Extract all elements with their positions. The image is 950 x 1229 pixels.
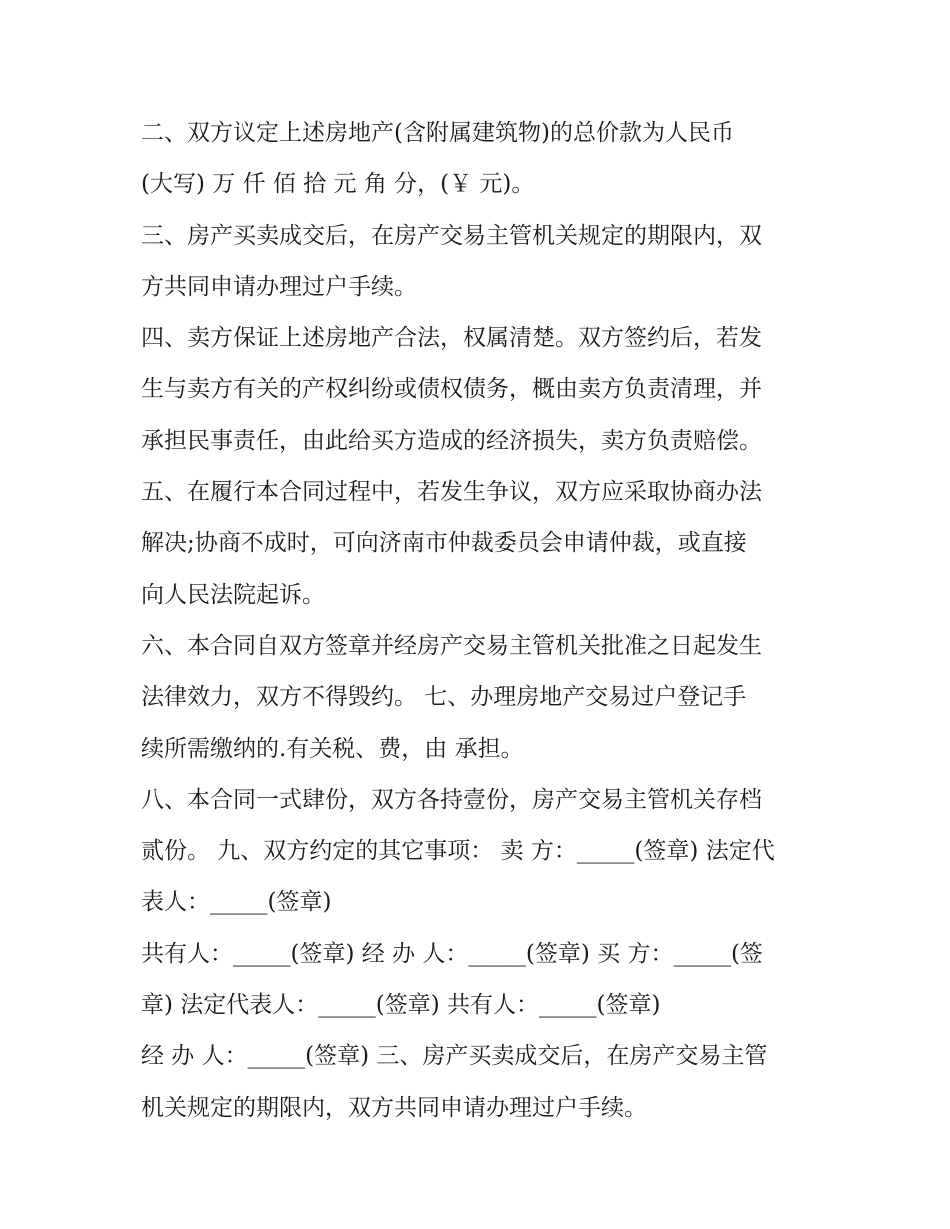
text-line: 章) 法定代表人：_____(签章) 共有人：_____(签章) [141, 992, 661, 1019]
text-line: 四、卖方保证上述房地产合法，权属清楚。双方签约后，若发 [141, 325, 762, 352]
text-line: 八、本合同一式肆份，双方各持壹份，房产交易主管机关存档 [141, 786, 762, 813]
text-line: 三、房产买卖成交后，在房产交易主管机关规定的期限内，双 [141, 222, 762, 249]
text-line: 贰份。 九、双方约定的其它事项： 卖 方：_____(签章) 法定代 [141, 838, 775, 865]
text-line: 续所需缴纳的.有关税、费，由 承担。 [141, 735, 524, 762]
text-line: 法律效力，双方不得毁约。 七、办理房地产交易过户登记手 [141, 684, 747, 711]
text-line: 经 办 人：_____(签章) 三、房产买卖成交后，在房产交易主管 [141, 1043, 768, 1070]
text-line: 承担民事责任，由此给买方造成的经济损失，卖方负责赔偿。 [141, 427, 762, 454]
text-line: 五、在履行本合同过程中，若发生争议，双方应采取协商办法 [141, 479, 762, 506]
text-line: 机关规定的期限内，双方共同申请办理过户手续。 [141, 1094, 647, 1121]
text-line: 表人：_____(签章) [141, 889, 332, 916]
text-line: (大写) 万 仟 佰 拾 元 角 分，(￥ 元)。 [141, 171, 535, 198]
text-line: 二、双方议定上述房地产(含附属建筑物)的总价款为人民币 [141, 120, 734, 146]
text-line: 向人民法院起诉。 [141, 581, 325, 608]
contract-text [141, 108, 821, 1134]
text-line: 方共同申请办理过户手续。 [141, 273, 417, 300]
text-line: 共有人：_____(签章) 经 办 人：_____(签章) 买 方：_____(签 [141, 940, 763, 967]
text-line: 六、本合同自双方签章并经房产交易主管机关批准之日起发生 [141, 632, 762, 659]
text-line: 解决;协商不成时，可向济南市仲裁委员会申请仲裁，或直接 [141, 530, 747, 557]
text-line: 生与卖方有关的产权纠纷或债权债务，概由卖方负责清理，并 [141, 376, 762, 403]
